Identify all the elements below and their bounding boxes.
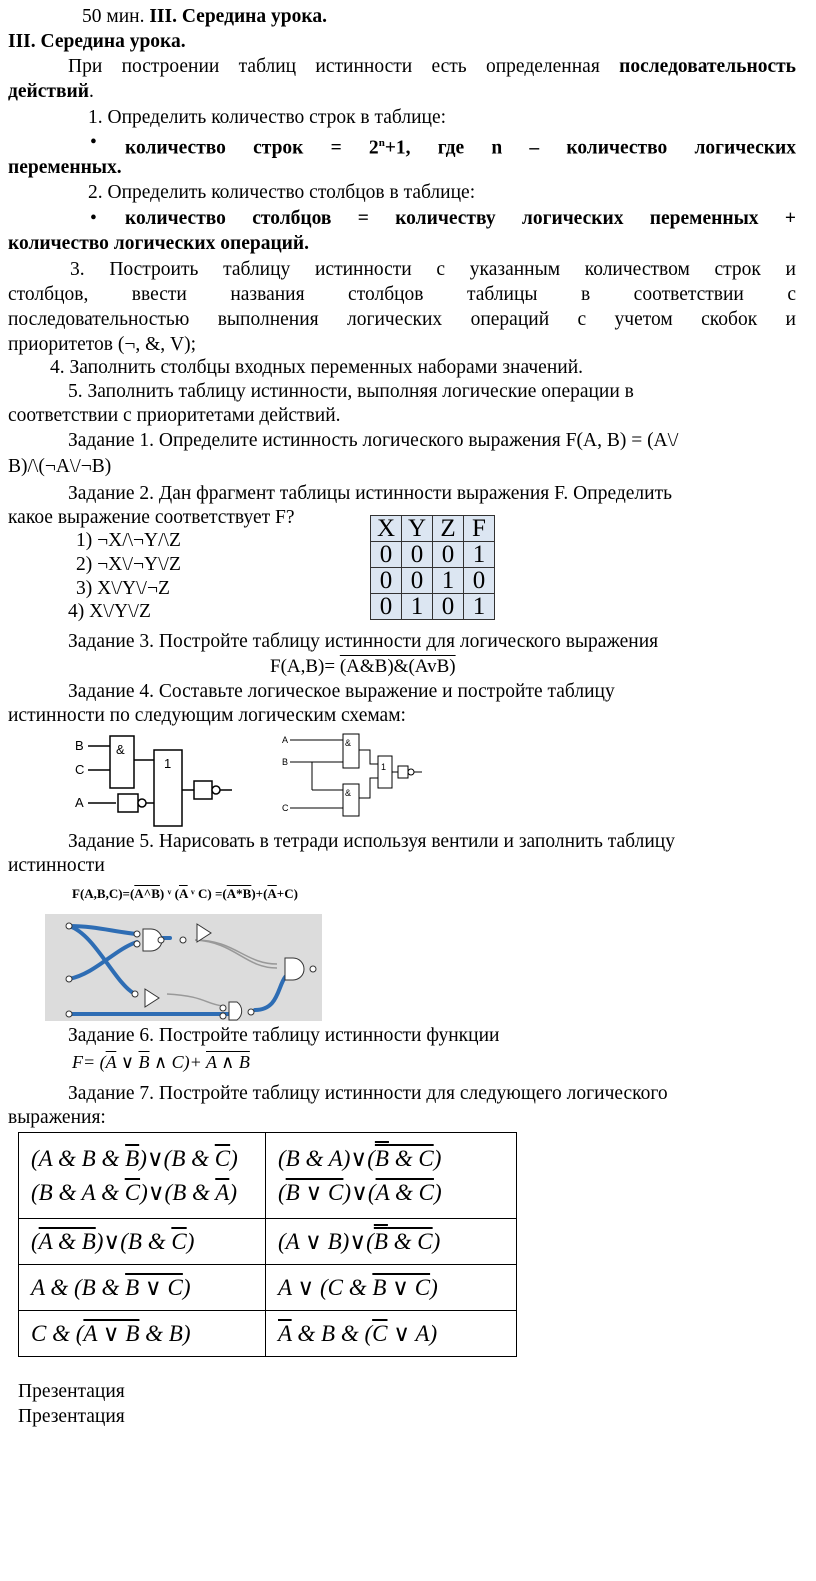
formula-segment: A ∨ B xyxy=(83,1320,140,1346)
task-5-l2: истинности xyxy=(8,855,105,876)
formula xyxy=(31,1176,253,1210)
cell: 0 xyxy=(371,594,402,620)
intro-bold: последовательность xyxy=(619,56,796,77)
intro-dot: . xyxy=(89,81,94,102)
formula-segment: ) xyxy=(186,1228,195,1254)
formula-segment: )∨(B & xyxy=(95,1228,172,1254)
option-2: 2) ¬X\/¬Y\/Z xyxy=(76,554,181,575)
formula-segment: F= ( xyxy=(72,1052,106,1072)
gate-label: 1 xyxy=(381,762,387,772)
formula-segment: (B & A)∨( xyxy=(278,1145,375,1171)
b1a: количество строк = 2 xyxy=(125,137,379,159)
input-label: A xyxy=(282,735,289,745)
presentation-label: Презентация xyxy=(18,1381,125,1402)
formula-segment: & C xyxy=(387,1228,433,1254)
table-header xyxy=(371,516,495,542)
step-1: 1. Определить количество строк в таблице: xyxy=(88,107,447,128)
formula-segment: & C xyxy=(388,1145,434,1171)
formula-segment: )∨(B & xyxy=(140,1179,216,1205)
input-label: C xyxy=(282,803,289,813)
truth-table xyxy=(370,515,495,620)
table-row xyxy=(19,1311,517,1357)
cell xyxy=(19,1265,266,1311)
task-3-formula xyxy=(270,655,456,679)
cell xyxy=(266,1265,517,1311)
cell: 1 xyxy=(464,594,495,620)
task-1: Задание 1. Определите истинность логического выражения F(A, B) = (A\/ xyxy=(68,430,679,451)
formula-segment: A ∧ B xyxy=(206,1052,250,1072)
cell xyxy=(266,1311,517,1357)
cell xyxy=(266,1219,517,1265)
step-5-l2: соответствии с приоритетами действий. xyxy=(8,405,341,426)
input-label: B xyxy=(282,757,289,767)
option-3: 3) X\/Y\/¬Z xyxy=(76,578,170,599)
step-4: 4. Заполнить столбцы входных переменных наборами значений. xyxy=(50,357,584,378)
cell: 0 xyxy=(371,542,402,568)
step-3-l2: столбцов, ввести названия столбцов таблицы в соответствии с xyxy=(8,284,796,305)
task-6-formula xyxy=(72,1050,250,1074)
formula-segment: $\overline{C}$ xyxy=(124,1179,141,1205)
formula-segment: ᵛ C) =( xyxy=(187,886,227,901)
intro-bold2: действий xyxy=(8,81,89,102)
formula-segment: A & C xyxy=(375,1179,434,1205)
formula-segment: B xyxy=(374,1145,389,1171)
formula-segment: $\overline{A}$ xyxy=(278,1320,292,1346)
formula xyxy=(31,1317,253,1351)
bullet-1-cont: переменных. xyxy=(8,157,122,178)
formula xyxy=(278,1225,504,1259)
task-2-l2: какое выражение соответствует F? xyxy=(8,507,295,528)
header-title: III. Середина урока. xyxy=(149,6,327,27)
task-5-formula xyxy=(72,882,298,906)
formula-segment: $\overline{A}$ xyxy=(267,886,277,901)
formula xyxy=(31,1142,253,1176)
table-row xyxy=(371,568,495,594)
formula-segment: $\overline{A}$ xyxy=(178,886,188,901)
formula-segment: B xyxy=(373,1228,388,1254)
formula-segment: $\overline{B}$ xyxy=(138,1052,150,1072)
bullet-icon: • xyxy=(90,208,97,229)
th: X xyxy=(371,516,402,542)
cell xyxy=(19,1219,266,1265)
formula-segment: ) xyxy=(433,1179,442,1205)
intro-text: При построении таблиц истинности есть определенная xyxy=(68,56,620,77)
gate-label: & xyxy=(345,738,352,748)
formula-segment: )∨( xyxy=(343,1179,376,1205)
formula-segment: +C) xyxy=(276,886,298,901)
cell: 0 xyxy=(371,568,402,594)
formula-segment: $\overline{A}$ xyxy=(215,1179,230,1205)
formula-segment: & B) xyxy=(139,1320,191,1346)
cell: 0 xyxy=(464,568,495,594)
section-title xyxy=(8,30,186,54)
cell xyxy=(19,1133,266,1219)
formula-segment: )∨(B & xyxy=(139,1145,215,1171)
diagram-1 xyxy=(88,736,232,826)
cell: 0 xyxy=(402,542,433,568)
formula xyxy=(278,1317,504,1351)
footer-line xyxy=(18,1380,125,1404)
formula-segment: )+( xyxy=(251,886,268,901)
formula xyxy=(31,1225,253,1259)
formula-segment: $\overline{B}$ xyxy=(125,1145,140,1171)
formula-segment: A*B xyxy=(226,886,252,901)
cell xyxy=(266,1133,517,1219)
formula-segment: C & ( xyxy=(31,1320,84,1346)
formula-segment: (A ∨ B)∨( xyxy=(278,1228,374,1254)
formula-segment: ) xyxy=(182,1274,191,1300)
gate-label: & xyxy=(345,788,352,798)
task-1-l2: B)/\(¬A\/¬B) xyxy=(8,456,112,477)
formula-segment: A ∨ (C & xyxy=(278,1274,373,1300)
task-7: Задание 7. Постройте таблицу истинности для следующего логического xyxy=(68,1083,668,1104)
formula-segment: & B & ( xyxy=(291,1320,373,1346)
cell: 1 xyxy=(464,542,495,568)
formula-segment: $\overline{A}$ xyxy=(105,1052,117,1072)
cell: 1 xyxy=(433,568,464,594)
cell: 0 xyxy=(402,568,433,594)
intro xyxy=(68,55,796,79)
step-5: 5. Заполнить таблицу истинности, выполняя логические операции в xyxy=(68,381,634,402)
bullet-2-cont: количество логических операций. xyxy=(8,233,310,254)
bullet-icon: • xyxy=(90,132,97,153)
step-3-l3: последовательностью выполнения логических операций с учетом скобок и xyxy=(8,309,796,330)
diagram-2 xyxy=(290,734,422,816)
presentation-label-2: Презентация xyxy=(18,1406,125,1427)
table-row xyxy=(19,1219,517,1265)
cell xyxy=(19,1311,266,1357)
input-label: C xyxy=(75,762,85,777)
formula-segment: F(A,B,C)=( xyxy=(72,886,135,901)
formula-segment: ( xyxy=(278,1179,286,1205)
formula-segment: ) xyxy=(430,1274,438,1300)
task-5: Задание 5. Нарисовать в тетради используя вентили и заполнить таблицу xyxy=(68,831,675,852)
formula-segment: ) xyxy=(230,1145,238,1171)
formula-segment: B ∨ C xyxy=(285,1179,344,1205)
formula-segment: ) xyxy=(433,1145,442,1171)
cell: 1 xyxy=(402,594,433,620)
formula-segment: $\overline{C}$ xyxy=(214,1145,231,1171)
formula xyxy=(278,1142,504,1176)
logic-diagrams xyxy=(60,728,440,828)
formula-segment: ∨ xyxy=(116,1052,139,1072)
input-label: A xyxy=(75,795,84,810)
step-2: 2. Определить количество столбцов в таблице: xyxy=(88,182,476,203)
formula xyxy=(278,1271,504,1305)
th: Y xyxy=(402,516,433,542)
formula-segment: B ∨ C xyxy=(125,1274,183,1300)
b1b: +1, где n – количество логических xyxy=(384,137,796,159)
formula-segment: ) xyxy=(229,1179,237,1205)
formula-segment: A^B xyxy=(134,886,160,901)
step-3: 3. Построить таблицу истинности с указанным количеством строк и xyxy=(70,259,796,280)
formula-segment: (A & B & xyxy=(31,1145,126,1171)
table-row xyxy=(371,594,495,620)
formula-segment: ( xyxy=(31,1228,39,1254)
bullet-2: количество столбцов = количеству логических переменных + xyxy=(125,208,796,229)
formula-segment: (A&B)&(AvB) xyxy=(339,656,456,677)
intro-end xyxy=(8,80,94,104)
bullet-1 xyxy=(125,131,796,161)
section-title-text: III. Середина урока. xyxy=(8,31,186,52)
th: Z xyxy=(433,516,464,542)
table-row xyxy=(19,1133,517,1219)
formula-segment: $\overline{C}$ xyxy=(372,1320,388,1346)
circuit xyxy=(45,914,322,1021)
th: F xyxy=(464,516,495,542)
time: 50 мин. xyxy=(82,6,145,27)
cell: 0 xyxy=(433,594,464,620)
b1sup: n xyxy=(378,137,385,149)
formula-segment: ) ᵛ ( xyxy=(159,886,179,901)
header-line xyxy=(82,5,327,29)
formula-segment: B ∨ C xyxy=(372,1274,431,1300)
formula xyxy=(31,1271,253,1305)
option-1: 1) ¬X/\¬Y/\Z xyxy=(76,530,181,551)
task-4-l2: истинности по следующим логическим схемам: xyxy=(8,705,406,726)
formula-segment: ∧ C)+ xyxy=(149,1052,206,1072)
option-4: 4) X\/Y\/Z xyxy=(68,601,151,622)
formula-table xyxy=(18,1132,517,1357)
formula-segment: ∨ A) xyxy=(387,1320,438,1346)
cell: 0 xyxy=(433,542,464,568)
task-6: Задание 6. Постройте таблицу истинности функции xyxy=(68,1025,500,1046)
formula-segment: $\overline{C}$ xyxy=(171,1228,187,1254)
formula-segment: A & (B & xyxy=(31,1274,126,1300)
formula-segment: ) xyxy=(432,1228,441,1254)
formula-segment: F(A,B)= xyxy=(270,656,340,677)
input-label: B xyxy=(75,738,84,753)
formula xyxy=(278,1176,504,1210)
formula-segment: A & B xyxy=(38,1228,96,1254)
step-3-l4: приоритетов (¬, &, V); xyxy=(8,334,196,355)
table-row xyxy=(371,542,495,568)
task-2: Задание 2. Дан фрагмент таблицы истинности выражения F. Определить xyxy=(68,483,673,504)
gate-label: & xyxy=(116,742,125,757)
table-row xyxy=(19,1265,517,1311)
gate-label: 1 xyxy=(164,756,172,771)
formula-segment: (B & A & xyxy=(31,1179,125,1205)
task-7-l2: выражения: xyxy=(8,1107,106,1128)
task-4: Задание 4. Составьте логическое выражение и постройте таблицу xyxy=(68,681,615,702)
task-3: Задание 3. Постройте таблицу истинности для логического выражения xyxy=(68,631,659,652)
